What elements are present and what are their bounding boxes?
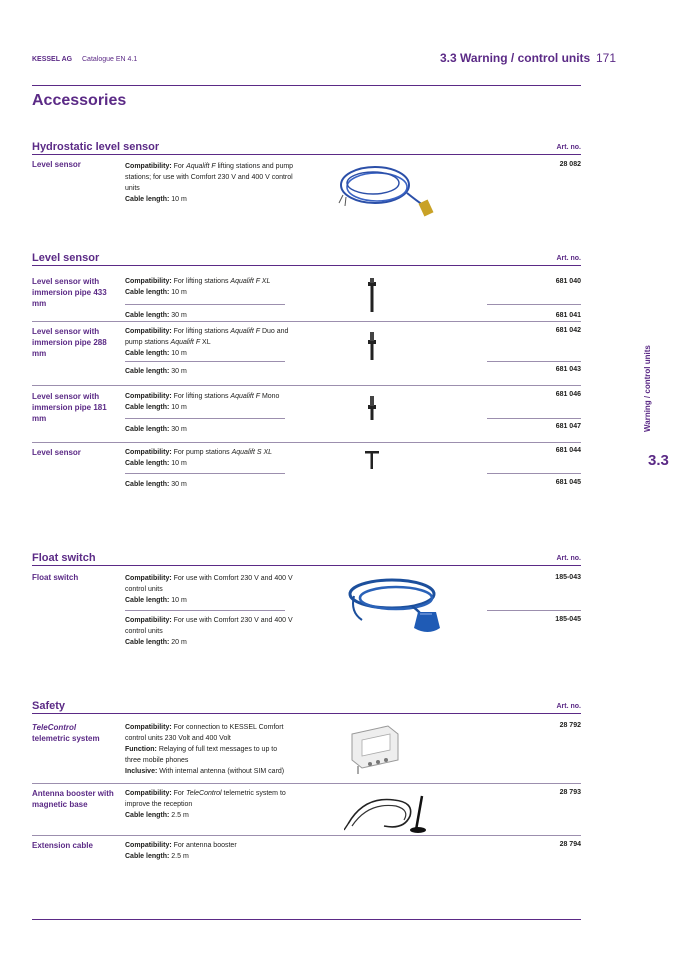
product-row	[32, 836, 581, 872]
side-tab-number: 3.3	[648, 452, 669, 469]
product-row	[32, 155, 581, 225]
product-spec: Compatibility: For use with Comfort 230 V and 400 V control units Cable length: 10 m	[125, 575, 293, 604]
section-title: Hydrostatic level sensor	[32, 141, 160, 153]
level-sensor-pipe-image	[365, 449, 379, 469]
level-sensor-pipe-image	[367, 396, 377, 420]
product-name: Level sensor with immersion pipe 181 mm	[32, 392, 107, 423]
article-number: 681 042	[555, 327, 581, 334]
article-number: 681 041	[555, 312, 581, 319]
article-number: 28 082	[559, 161, 581, 168]
section-heading: 3.3 Warning / control units	[440, 51, 591, 65]
art-no-label: Art. no.	[556, 703, 581, 710]
telecontrol-device-image	[348, 720, 402, 774]
product-name: Level sensor with immersion pipe 288 mm	[32, 327, 107, 358]
section-header	[32, 700, 581, 714]
article-number: 185-045	[555, 616, 581, 623]
divider	[487, 473, 581, 474]
product-row	[32, 714, 581, 784]
section-header	[32, 252, 581, 266]
product-row	[32, 443, 581, 493]
article-number: 185-043	[555, 574, 581, 581]
divider	[487, 361, 581, 362]
product-name: Extension cable	[32, 841, 93, 850]
divider	[487, 304, 581, 305]
article-number: 681 045	[555, 479, 581, 486]
section-hydrostatic	[32, 141, 581, 225]
product-name: TeleControl telemetric system	[32, 723, 100, 743]
product-spec: Compatibility: For lifting stations Aqualift F Duo and pump stations Aqualift F XL Cable length: 10 m	[125, 328, 289, 357]
article-number: 28 794	[559, 841, 581, 848]
product-name: Antenna booster with magnetic base	[32, 789, 114, 809]
section-safety	[32, 700, 581, 872]
article-number: 681 046	[555, 391, 581, 398]
product-spec: Compatibility: For antenna booster Cable length: 2.5 m	[125, 842, 237, 860]
product-spec-variant: Compatibility: For use with Comfort 230 V and 400 V control units Cable length: 20 m	[125, 617, 293, 646]
article-number: 681 044	[555, 447, 581, 454]
hydrostatic-sensor-image	[337, 161, 437, 219]
product-row	[32, 386, 581, 443]
footer-rule	[32, 919, 581, 920]
product-spec-variant: Cable length: 30 m	[125, 368, 187, 375]
divider	[487, 610, 581, 611]
product-name: Level sensor	[32, 160, 81, 169]
product-name: Level sensor with immersion pipe 433 mm	[32, 277, 107, 308]
product-spec: Compatibility: For lifting stations Aqualift F XL Cable length: 10 m	[125, 278, 271, 296]
product-row	[32, 266, 581, 322]
article-number: 681 040	[555, 278, 581, 285]
page-title: Accessories	[32, 92, 127, 109]
section-title: Float switch	[32, 552, 96, 564]
product-spec: Compatibility: For Aqualift F lifting stations and pump stations; for use with Comfort 230 V and 400 V control units Cable length: 10 m	[125, 163, 294, 203]
section-header	[32, 552, 581, 566]
product-spec: Compatibility: For TeleControl telemetric system to improve the reception Cable length: 2.5 m	[125, 790, 286, 819]
product-spec: Compatibility: For connection to KESSEL Comfort control units 230 Volt and 400 Volt Function: Relaying of full text messages to up to three mobile phones Inclusive: With internal antenna (without SIM card)	[125, 724, 285, 775]
divider	[487, 418, 581, 419]
divider	[125, 418, 285, 419]
product-spec-variant: Cable length: 30 m	[125, 426, 187, 433]
art-no-label: Art. no.	[556, 555, 581, 562]
product-spec: Compatibility: For pump stations Aqualift S XL Cable length: 10 m	[125, 449, 273, 467]
section-header	[32, 141, 581, 155]
page-number: 171	[596, 51, 617, 65]
art-no-label: Art. no.	[556, 144, 581, 151]
product-row	[32, 566, 581, 656]
art-no-label: Art. no.	[556, 255, 581, 262]
product-spec: Compatibility: For lifting stations Aqualift F Mono Cable length: 10 m	[125, 393, 280, 411]
section-float-switch	[32, 552, 581, 656]
float-switch-image	[342, 572, 452, 636]
article-number: 681 043	[555, 366, 581, 373]
divider	[125, 473, 285, 474]
side-tab-label: Warning / control units	[643, 345, 652, 432]
divider	[125, 610, 285, 611]
product-row	[32, 322, 581, 386]
article-number: 681 047	[555, 423, 581, 430]
divider	[125, 304, 285, 305]
product-name: Float switch	[32, 573, 79, 582]
product-spec-variant: Cable length: 30 m	[125, 481, 187, 488]
company-name: KESSEL AG	[32, 56, 73, 63]
catalogue-label: Catalogue EN 4.1	[82, 56, 138, 63]
level-sensor-pipe-image	[367, 332, 377, 360]
product-spec-variant: Cable length: 30 m	[125, 312, 187, 319]
section-title: Level sensor	[32, 252, 100, 264]
antenna-booster-image	[344, 786, 440, 834]
divider	[125, 361, 285, 362]
header-rule	[32, 85, 581, 86]
article-number: 28 793	[559, 789, 581, 796]
section-level-sensor	[32, 252, 581, 493]
section-title: Safety	[32, 700, 66, 712]
product-name: Level sensor	[32, 448, 81, 457]
article-number: 28 792	[559, 722, 581, 729]
level-sensor-pipe-image	[367, 278, 377, 312]
product-row	[32, 784, 581, 836]
